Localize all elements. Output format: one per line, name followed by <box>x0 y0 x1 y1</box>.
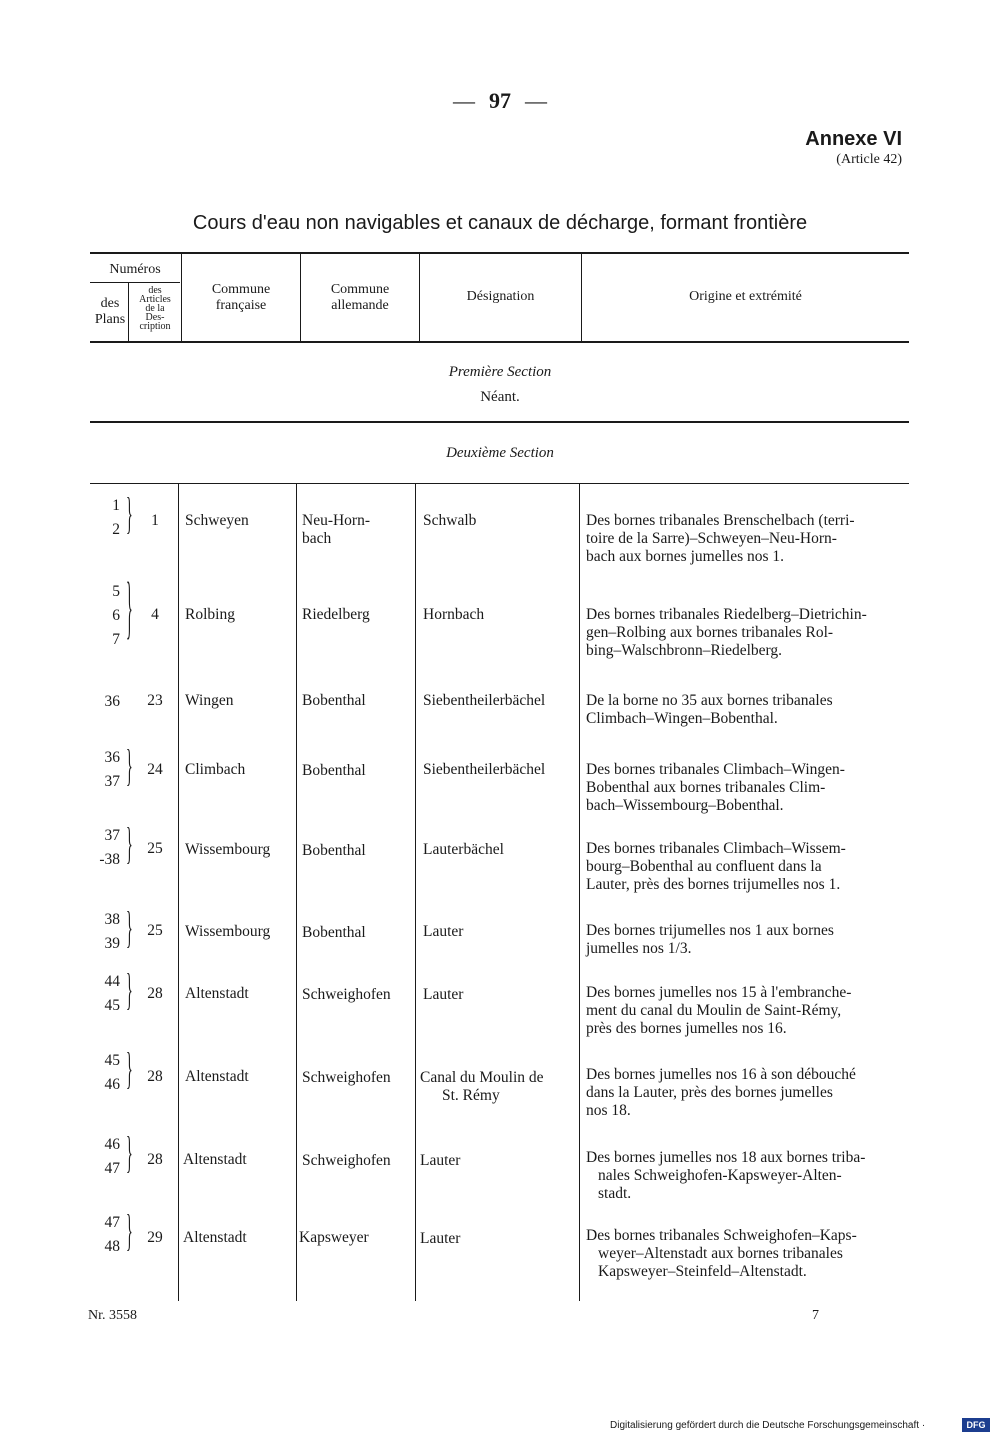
designation: Lauter <box>420 1230 461 1247</box>
header-des-articles: des Articles de la Des- cription <box>139 285 171 332</box>
commune-allemande: Bobenthal <box>302 762 366 779</box>
header-numeros: Numéros <box>109 262 161 277</box>
designation: Lauter <box>423 986 464 1003</box>
footer-reference: Nr. 3558 <box>88 1308 137 1323</box>
brace-icon: } <box>126 1131 133 1180</box>
plan-numbers: 5 6 7 <box>112 583 120 648</box>
designation: Schwalb <box>423 512 477 529</box>
article-number: 1 <box>151 512 159 529</box>
header-commune-francaise: Commune française <box>211 282 271 313</box>
brace-icon: } <box>126 968 133 1017</box>
page-number: — 97 — <box>453 88 547 113</box>
commune-francaise: Altenstadt <box>183 1229 247 1246</box>
annex-article: (Article 42) <box>836 152 902 167</box>
section-title-second: Deuxième Section <box>446 445 554 461</box>
plan-numbers: 1 2 <box>112 497 120 538</box>
designation: Lauter <box>423 923 464 940</box>
origine-extremite: Des bornes jumelles nos 16 à son débouché dans la Lauter, près des bornes jumelles nos 18. <box>586 1066 856 1119</box>
origine-extremite: Des bornes tribanales Schweighofen–Kaps- weyer–Altenstadt aux bornes tribanales Kapsweyer–Steinfeld–Altenstadt. <box>586 1227 857 1280</box>
dfg-logo-icon: DFG <box>962 1418 990 1432</box>
designation: Hornbach <box>423 606 485 623</box>
plan-numbers: 44 45 <box>104 973 120 1014</box>
footer-signature-mark: 7 <box>812 1308 819 1323</box>
commune-allemande: Schweighofen <box>302 1069 391 1086</box>
brace-icon: } <box>126 744 133 793</box>
article-number: 25 <box>147 840 163 857</box>
article-number: 28 <box>147 1151 163 1168</box>
commune-allemande: Schweighofen <box>302 1152 391 1169</box>
article-number: 24 <box>147 761 163 778</box>
brace-icon: } <box>126 1209 133 1258</box>
commune-francaise: Wingen <box>185 692 234 709</box>
article-number: 4 <box>151 606 159 623</box>
commune-francaise: Wissembourg <box>185 841 271 858</box>
commune-francaise: Rolbing <box>185 606 235 623</box>
article-number: 28 <box>147 985 163 1002</box>
origine-extremite: Des bornes tribanales Brenschelbach (terri- toire de la Sarre)–Schweyen–Neu-Horn- bach aux bornes jumelles nos 1. <box>586 512 855 565</box>
designation: Canal du Moulin de St. Rémy <box>420 1069 544 1104</box>
commune-francaise: Schweyen <box>185 512 249 529</box>
section-note-first: Néant. <box>480 389 520 405</box>
designation: Lauter <box>420 1152 461 1169</box>
commune-francaise: Altenstadt <box>183 1151 247 1168</box>
document-title: Cours d'eau non navigables et canaux de décharge, formant frontière <box>192 212 808 234</box>
header-origine: Origine et extrémité <box>689 289 802 304</box>
plan-numbers: 47 48 <box>104 1214 120 1255</box>
origine-extremite: Des bornes jumelles nos 18 aux bornes triba- nales Schweighofen-Kapsweyer-Alten- stadt. <box>586 1149 866 1202</box>
designation: Siebentheilerbächel <box>423 692 546 709</box>
origine-extremite: Des bornes tribanales Climbach–Wissem- bourg–Bobenthal au confluent dans la Lauter, près des bornes trijumelles nos 1. <box>586 840 846 893</box>
header-designation: Désignation <box>466 289 535 304</box>
plan-numbers: 36 <box>104 693 120 710</box>
digitization-credit: Digitalisierung gefördert durch die Deutsche Forschungsgemeinschaft · <box>610 1420 926 1431</box>
article-number: 29 <box>147 1229 163 1246</box>
article-number: 25 <box>147 922 163 939</box>
commune-francaise: Wissembourg <box>185 923 271 940</box>
commune-allemande: Bobenthal <box>302 842 366 859</box>
origine-extremite: Des bornes jumelles nos 15 à l'embranche- ment du canal du Moulin de Saint-Rémy, près des bornes jumelles nos 16. <box>586 984 852 1037</box>
plan-numbers: 45 46 <box>104 1052 120 1093</box>
origine-extremite: Des bornes tribanales Riedelberg–Dietrichin- gen–Rolbing aux bornes tribanales Rol- bing–Walschbronn–Riedelberg. <box>586 606 867 659</box>
origine-extremite: Des bornes trijumelles nos 1 aux bornes jumelles nos 1/3. <box>586 922 834 957</box>
origine-extremite: De la borne no 35 aux bornes tribanales Climbach–Wingen–Bobenthal. <box>586 692 833 727</box>
plan-numbers: 38 39 <box>104 911 120 952</box>
section-title-first: Première Section <box>448 364 552 380</box>
plan-numbers: 36 37 <box>104 749 120 790</box>
origine-extremite: Des bornes tribanales Climbach–Wingen- Bobenthal aux bornes tribanales Clim- bach–Wissembourg–Bobenthal. <box>586 761 845 814</box>
designation: Lauterbächel <box>423 841 504 858</box>
brace-icon: } <box>126 822 133 871</box>
article-number: 28 <box>147 1068 163 1085</box>
commune-allemande: Schweighofen <box>302 986 391 1003</box>
commune-francaise: Altenstadt <box>185 985 249 1002</box>
brace-icon: } <box>126 492 133 541</box>
commune-allemande: Neu-Horn- bach <box>302 512 371 547</box>
brace-icon: } <box>126 575 133 650</box>
brace-icon: } <box>126 906 133 955</box>
annex-title: Annexe VI <box>805 128 902 150</box>
designation: Siebentheilerbächel <box>423 761 546 778</box>
plan-numbers: 37 -38 <box>99 827 120 868</box>
commune-allemande: Riedelberg <box>302 606 370 623</box>
plan-numbers: 46 47 <box>104 1136 120 1177</box>
commune-allemande: Bobenthal <box>302 692 366 709</box>
commune-francaise: Climbach <box>185 761 246 778</box>
brace-icon: } <box>126 1047 133 1096</box>
commune-allemande: Kapsweyer <box>299 1229 369 1246</box>
commune-allemande: Bobenthal <box>302 924 366 941</box>
commune-francaise: Altenstadt <box>185 1068 249 1085</box>
header-commune-allemande: Commune allemande <box>330 282 390 313</box>
header-des-plans: des Plans <box>94 296 126 327</box>
article-number: 23 <box>147 692 163 709</box>
